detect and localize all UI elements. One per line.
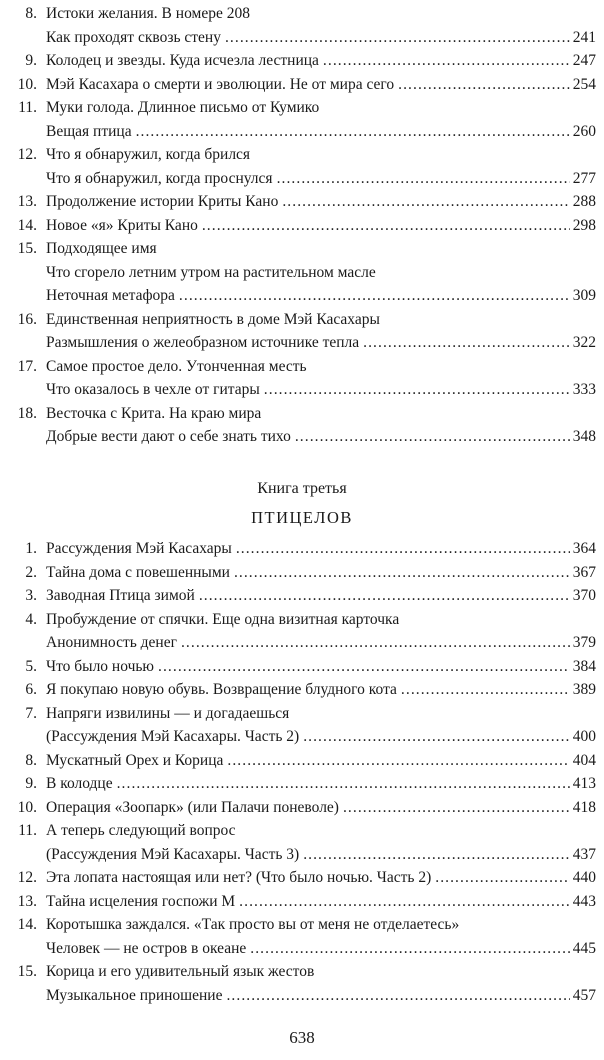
toc-line-content [46,937,596,961]
chapter-page-number: 370 [572,587,596,604]
chapter-number: 8. [25,5,37,22]
chapter-number: 6. [25,681,37,698]
toc-line [0,425,604,449]
chapter-title: Заводная Птица зимой [46,587,195,604]
chapter-page-number: 367 [572,563,596,581]
toc-line-content [46,284,596,308]
chapter-page-number: 404 [572,751,596,769]
toc-line [0,49,604,73]
chapter-page-number: 437 [572,845,596,863]
toc-entry [0,49,604,73]
toc-line-content [46,425,596,449]
leader-dots [303,725,570,749]
chapter-number: 8. [25,751,37,769]
toc-entry [0,537,604,561]
chapter-title: Весточка с Крита. На краю мира [46,404,262,422]
toc-line-content [46,890,596,914]
chapter-number: 4. [25,610,37,628]
chapter-title: Коротышка заждался. «Так просто вы от меня не отделаетесь» [46,916,460,933]
chapter-title: Что сгорело летним утром на растительном масле [46,263,376,281]
toc-line [0,26,604,50]
chapter-page-number: 309 [572,287,596,304]
chapter-title: (Рассуждения Мэй Касахары. Часть 3) [46,845,300,863]
toc-entry [0,143,604,190]
toc-entry [0,960,604,1007]
chapter-number: 15. [17,240,37,257]
toc-entry [0,584,604,608]
chapter-number: 10. [17,75,37,93]
toc-line [0,378,604,402]
chapter-number: 16. [17,310,37,328]
toc-line [0,237,604,261]
book-three-subtitle: Книга третья [257,480,347,497]
toc-line [0,143,604,167]
leader-dots [239,890,570,914]
chapter-title: Операция «Зоопарк» (или Палачи поневоле) [46,798,339,816]
chapter-page-number: 384 [572,657,596,675]
toc-line [0,608,604,632]
toc-entry [0,796,604,820]
toc-entry [0,866,604,890]
toc-entry [0,772,604,796]
toc-line [0,402,604,426]
chapter-title: Муки голода. Длинное письмо от Кумико [46,99,320,116]
toc-line [0,261,604,285]
toc-line [0,678,604,702]
leader-dots [264,378,570,402]
chapter-page-number: 298 [572,216,596,234]
toc-line [0,284,604,308]
leader-dots [158,655,570,679]
toc-line [0,866,604,890]
toc-entry [0,2,604,49]
chapter-title: Человек — не остров в океане [46,939,247,957]
toc-line-content [46,167,596,191]
chapter-title: Корица и его удивительный язык жестов [46,963,315,980]
chapter-number: 12. [17,146,37,163]
toc-line [0,2,604,26]
leader-dots [363,331,570,355]
chapter-number: 13. [17,193,37,210]
toc-line-content [46,355,596,379]
chapter-page-number: 277 [572,169,596,187]
toc-entry [0,819,604,866]
chapter-title: Тайна дома с повешенными [46,563,230,581]
chapter-title: Напряги извилины — и догадаешься [46,704,290,722]
toc-entry [0,561,604,585]
chapter-page-number: 389 [572,681,596,698]
chapter-title: Рассуждения Мэй Касахары [46,540,232,557]
chapter-number: 17. [17,357,37,375]
toc-line [0,984,604,1008]
chapter-page-number: 254 [572,75,596,93]
toc-line-content [46,796,596,820]
toc-line [0,937,604,961]
chapter-page-number: 443 [572,892,596,910]
leader-dots [202,214,570,238]
chapter-title: (Рассуждения Мэй Касахары. Часть 2) [46,728,300,745]
toc-line [0,819,604,843]
toc-line [0,772,604,796]
toc-line-content [46,584,596,608]
toc-line-content [46,120,596,144]
toc-line-content [46,984,596,1008]
leader-dots [179,284,570,308]
chapter-title: Тайна исцеления госпожи М [46,892,236,910]
chapter-number: 11. [18,99,37,116]
toc-entry [0,749,604,773]
leader-dots [277,167,570,191]
chapter-title: Колодец и звезды. Куда исчезла лестница [46,52,319,69]
leader-dots [250,937,569,961]
leader-dots [401,678,570,702]
toc-line-content [46,960,596,984]
leader-dots [117,772,570,796]
toc-line-content [46,749,596,773]
chapter-page-number: 364 [572,540,596,557]
toc-line-content [46,143,596,167]
toc-line [0,561,604,585]
chapter-title: Самое простое дело. Утонченная месть [46,357,307,375]
chapter-number: 13. [17,892,37,910]
chapter-title: Что было ночью [46,657,155,675]
chapter-number: 10. [17,798,37,816]
toc-line-content [46,331,596,355]
toc-line [0,655,604,679]
chapter-title: Анонимность денег [46,634,177,651]
chapter-page-number: 241 [572,28,596,46]
chapter-title: Истоки желания. В номере 208 [46,5,250,22]
chapter-page-number: 379 [572,634,596,651]
toc-line [0,308,604,332]
toc-entry [0,678,604,702]
toc-line-content [46,261,596,285]
chapter-title: Размышления о желеобразном источнике тепла [46,334,360,351]
toc-entry [0,308,604,355]
toc-line [0,96,604,120]
chapter-title: А теперь следующий вопрос [46,822,236,839]
chapter-title: Что оказалось в чехле от гитары [46,381,260,398]
toc-line-content [46,49,596,73]
chapter-number: 5. [25,657,37,675]
chapter-page-number: 247 [572,52,596,69]
book-three-title: ПТИЦЕЛОВ [251,508,353,527]
chapter-number: 1. [25,540,37,557]
leader-dots [136,120,570,144]
chapter-title: Мэй Касахара о смерти и эволюции. Не от мира сего [46,75,395,93]
toc-line-content [46,214,596,238]
toc-book-three-entries [0,537,604,1007]
chapter-title: Мускатный Орех и Корица [46,751,224,769]
chapter-page-number: 445 [572,939,596,957]
chapter-page-number: 322 [572,334,596,351]
toc-line-content [46,702,596,726]
toc-line-content [46,190,596,214]
toc-line-content [46,237,596,261]
toc-line-content [46,537,596,561]
toc-line [0,702,604,726]
toc-line-content [46,678,596,702]
leader-dots [282,190,569,214]
toc-entry [0,913,604,960]
leader-dots [226,984,569,1008]
chapter-page-number: 400 [572,728,596,745]
chapter-title: Подходящее имя [46,240,157,257]
toc-line [0,890,604,914]
chapter-title: Продолжение истории Криты Кано [46,193,279,210]
toc-entry [0,190,604,214]
toc-entry [0,702,604,749]
toc-line-content [46,819,596,843]
chapter-page-number: 418 [572,798,596,816]
toc-line-content [46,402,596,426]
chapter-page-number: 288 [572,193,596,210]
chapter-page-number: 413 [572,775,596,792]
toc-line [0,960,604,984]
chapter-number: 7. [25,704,37,722]
leader-dots [398,73,570,97]
toc-entry [0,655,604,679]
chapter-title: Неточная метафора [46,287,175,304]
chapter-title: Вещая птица [46,122,132,140]
toc-line-content [46,655,596,679]
toc-line-content [46,73,596,97]
chapter-title: Эта лопата настоящая или нет? (Что было ночью. Часть 2) [46,869,432,886]
toc-line-content [46,561,596,585]
chapter-title: Пробуждение от спячки. Еще одна визитная карточка [46,610,400,628]
toc-line [0,537,604,561]
toc-line-content [46,378,596,402]
toc-line [0,331,604,355]
chapter-number: 18. [17,404,37,422]
toc-entry [0,73,604,97]
chapter-number: 3. [25,587,37,604]
toc-entry [0,402,604,449]
chapter-number: 9. [25,775,37,792]
toc-line-content [46,866,596,890]
chapter-number: 2. [25,563,37,581]
toc-line [0,584,604,608]
chapter-title: Что я обнаружил, когда брился [46,146,251,163]
toc-line-content [46,725,596,749]
toc-entry [0,608,604,655]
page-number: 638 [289,1028,315,1047]
chapter-page-number: 333 [572,381,596,398]
leader-dots [236,537,570,561]
chapter-number: 14. [17,916,37,933]
toc-entry [0,96,604,143]
chapter-number: 12. [17,869,37,886]
leader-dots [343,796,570,820]
toc-entry [0,355,604,402]
leader-dots [227,749,569,773]
toc-line [0,796,604,820]
toc-line [0,167,604,191]
toc-line [0,120,604,144]
leader-dots [234,561,570,585]
toc-line-content [46,843,596,867]
chapter-number: 15. [17,963,37,980]
chapter-title: Я покупаю новую обувь. Возвращение блудного кота [46,681,397,698]
toc-line-content [46,308,596,332]
chapter-title: Музыкальное приношение [46,986,223,1004]
chapter-title: Новое «я» Криты Кано [46,216,198,234]
toc-line-content [46,2,596,26]
chapter-page-number: 457 [572,986,596,1004]
leader-dots [225,26,570,50]
toc-line-content [46,631,596,655]
chapter-number: 14. [17,216,37,234]
toc-entry [0,890,604,914]
chapter-title: В колодце [46,775,113,792]
toc-line [0,843,604,867]
toc-line-content [46,96,596,120]
toc-entry [0,237,604,308]
chapter-title: Единственная неприятность в доме Мэй Касахары [46,310,380,328]
chapter-number: 9. [25,52,37,69]
toc-line-content [46,772,596,796]
chapter-title: Как проходят сквозь стену [46,28,221,46]
toc-line [0,913,604,937]
chapter-title: Добрые вести дают о себе знать тихо [46,428,291,445]
toc-line [0,190,604,214]
chapter-page-number: 348 [572,428,596,445]
toc-line-content [46,913,596,937]
toc-line [0,214,604,238]
leader-dots [435,866,570,890]
toc-line-content [46,26,596,50]
leader-dots [323,49,570,73]
leader-dots [199,584,570,608]
chapter-number: 11. [18,822,37,839]
leader-dots [303,843,570,867]
toc-book-two-entries [0,2,604,449]
toc-line [0,749,604,773]
chapter-page-number: 440 [572,869,596,886]
toc-line [0,631,604,655]
toc-line-content [46,608,596,632]
toc-line [0,355,604,379]
chapter-page-number: 260 [572,122,596,140]
leader-dots [181,631,570,655]
chapter-title: Что я обнаружил, когда проснулся [46,169,273,187]
toc-line [0,725,604,749]
leader-dots [295,425,570,449]
toc-line [0,73,604,97]
toc-entry [0,214,604,238]
